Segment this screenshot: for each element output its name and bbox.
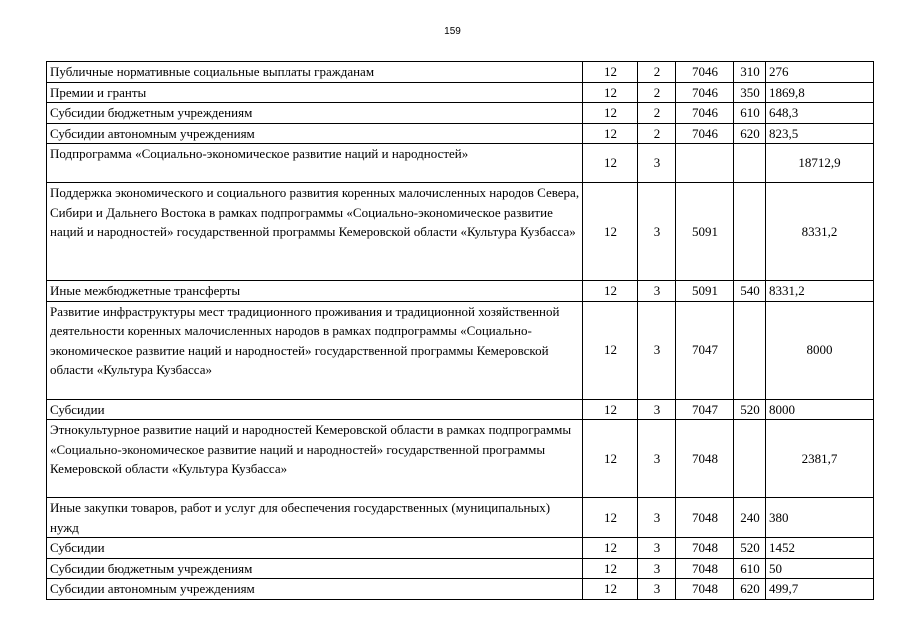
subsection-code: 3	[638, 420, 676, 498]
subsection-code: 3	[638, 183, 676, 281]
table-row	[47, 281, 874, 302]
expense-type-code: 520	[734, 399, 766, 420]
section-code: 12	[583, 301, 638, 399]
section-code: 12	[583, 538, 638, 559]
amount: 823,5	[766, 123, 874, 144]
amount: 8000	[766, 399, 874, 420]
row-name: Субсидии автономным учреждениям	[47, 123, 583, 144]
section-code: 12	[583, 62, 638, 83]
subsection-code: 3	[638, 558, 676, 579]
subsection-code: 3	[638, 144, 676, 183]
section-code: 12	[583, 183, 638, 281]
amount: 8331,2	[766, 281, 874, 302]
table-row	[47, 399, 874, 420]
expense-type-code: 520	[734, 538, 766, 559]
expense-type-code: 540	[734, 281, 766, 302]
subsection-code: 2	[638, 62, 676, 83]
target-code: 7046	[676, 103, 734, 124]
expense-type-code	[734, 183, 766, 281]
section-code: 12	[583, 399, 638, 420]
target-code: 7048	[676, 538, 734, 559]
amount: 1869,8	[766, 82, 874, 103]
table-row	[47, 183, 874, 281]
table-row	[47, 62, 874, 83]
target-code: 5091	[676, 281, 734, 302]
subsection-code: 2	[638, 123, 676, 144]
expense-type-code: 610	[734, 103, 766, 124]
section-code: 12	[583, 558, 638, 579]
row-name: Премии и гранты	[47, 82, 583, 103]
table-row	[47, 103, 874, 124]
row-name: Субсидии	[47, 399, 583, 420]
row-name: Субсидии автономным учреждениям	[47, 579, 583, 600]
section-code: 12	[583, 144, 638, 183]
expense-type-code: 620	[734, 123, 766, 144]
table-row	[47, 123, 874, 144]
subsection-code: 3	[638, 498, 676, 538]
row-name: Субсидии	[47, 538, 583, 559]
row-name: Развитие инфраструктуры мест традиционного проживания и традиционной хозяйственной деятельности коренных малочисленных народов в рамках подпрограммы «Социально-экономическое развитие наций и народностей» государственной программы Кемеровской области «Культура Кузбасса»	[47, 301, 583, 399]
table-row	[47, 420, 874, 498]
section-code: 12	[583, 498, 638, 538]
amount: 380	[766, 498, 874, 538]
target-code: 7048	[676, 420, 734, 498]
section-code: 12	[583, 420, 638, 498]
amount: 2381,7	[766, 420, 874, 498]
section-code: 12	[583, 579, 638, 600]
row-name: Субсидии бюджетным учреждениям	[47, 558, 583, 579]
row-name: Подпрограмма «Социально-экономическое развитие наций и народностей»	[47, 144, 583, 183]
subsection-code: 3	[638, 399, 676, 420]
expense-type-code	[734, 420, 766, 498]
amount: 50	[766, 558, 874, 579]
section-code: 12	[583, 103, 638, 124]
target-code: 7046	[676, 82, 734, 103]
target-code: 7048	[676, 498, 734, 538]
target-code	[676, 144, 734, 183]
row-name: Субсидии бюджетным учреждениям	[47, 103, 583, 124]
target-code: 7048	[676, 579, 734, 600]
budget-table	[46, 61, 874, 600]
expense-type-code	[734, 301, 766, 399]
table-row	[47, 82, 874, 103]
expense-type-code: 310	[734, 62, 766, 83]
subsection-code: 2	[638, 82, 676, 103]
subsection-code: 3	[638, 301, 676, 399]
subsection-code: 3	[638, 281, 676, 302]
subsection-code: 3	[638, 579, 676, 600]
row-name: Иные закупки товаров, работ и услуг для обеспечения государственных (муниципальных) нужд	[47, 498, 583, 538]
amount: 648,3	[766, 103, 874, 124]
page-number: 159	[444, 26, 461, 37]
table-row	[47, 301, 874, 399]
row-name: Поддержка экономического и социального развития коренных малочисленных народов Севера, Сибири и Дальнего Востока в рамках подпрограммы «Социально-экономическое развитие наций и народностей» государственной программы Кемеровской области «Культура Кузбасса»	[47, 183, 583, 281]
amount: 18712,9	[766, 144, 874, 183]
expense-type-code: 240	[734, 498, 766, 538]
amount: 276	[766, 62, 874, 83]
target-code: 7047	[676, 399, 734, 420]
amount: 8331,2	[766, 183, 874, 281]
amount: 499,7	[766, 579, 874, 600]
table-row	[47, 144, 874, 183]
row-name: Этнокультурное развитие наций и народностей Кемеровской области в рамках подпрограммы «Социально-экономическое развитие наций и народностей» государственной программы Кемеровской области «Культура Кузбасса»	[47, 420, 583, 498]
table-row	[47, 498, 874, 538]
expense-type-code: 620	[734, 579, 766, 600]
target-code: 7048	[676, 558, 734, 579]
amount: 1452	[766, 538, 874, 559]
subsection-code: 3	[638, 538, 676, 559]
table-row	[47, 579, 874, 600]
target-code: 7047	[676, 301, 734, 399]
target-code: 5091	[676, 183, 734, 281]
target-code: 7046	[676, 62, 734, 83]
section-code: 12	[583, 281, 638, 302]
table-row	[47, 538, 874, 559]
subsection-code: 2	[638, 103, 676, 124]
target-code: 7046	[676, 123, 734, 144]
table-row	[47, 558, 874, 579]
expense-type-code	[734, 144, 766, 183]
row-name: Иные межбюджетные трансферты	[47, 281, 583, 302]
amount: 8000	[766, 301, 874, 399]
section-code: 12	[583, 123, 638, 144]
section-code: 12	[583, 82, 638, 103]
row-name: Публичные нормативные социальные выплаты гражданам	[47, 62, 583, 83]
expense-type-code: 610	[734, 558, 766, 579]
expense-type-code: 350	[734, 82, 766, 103]
